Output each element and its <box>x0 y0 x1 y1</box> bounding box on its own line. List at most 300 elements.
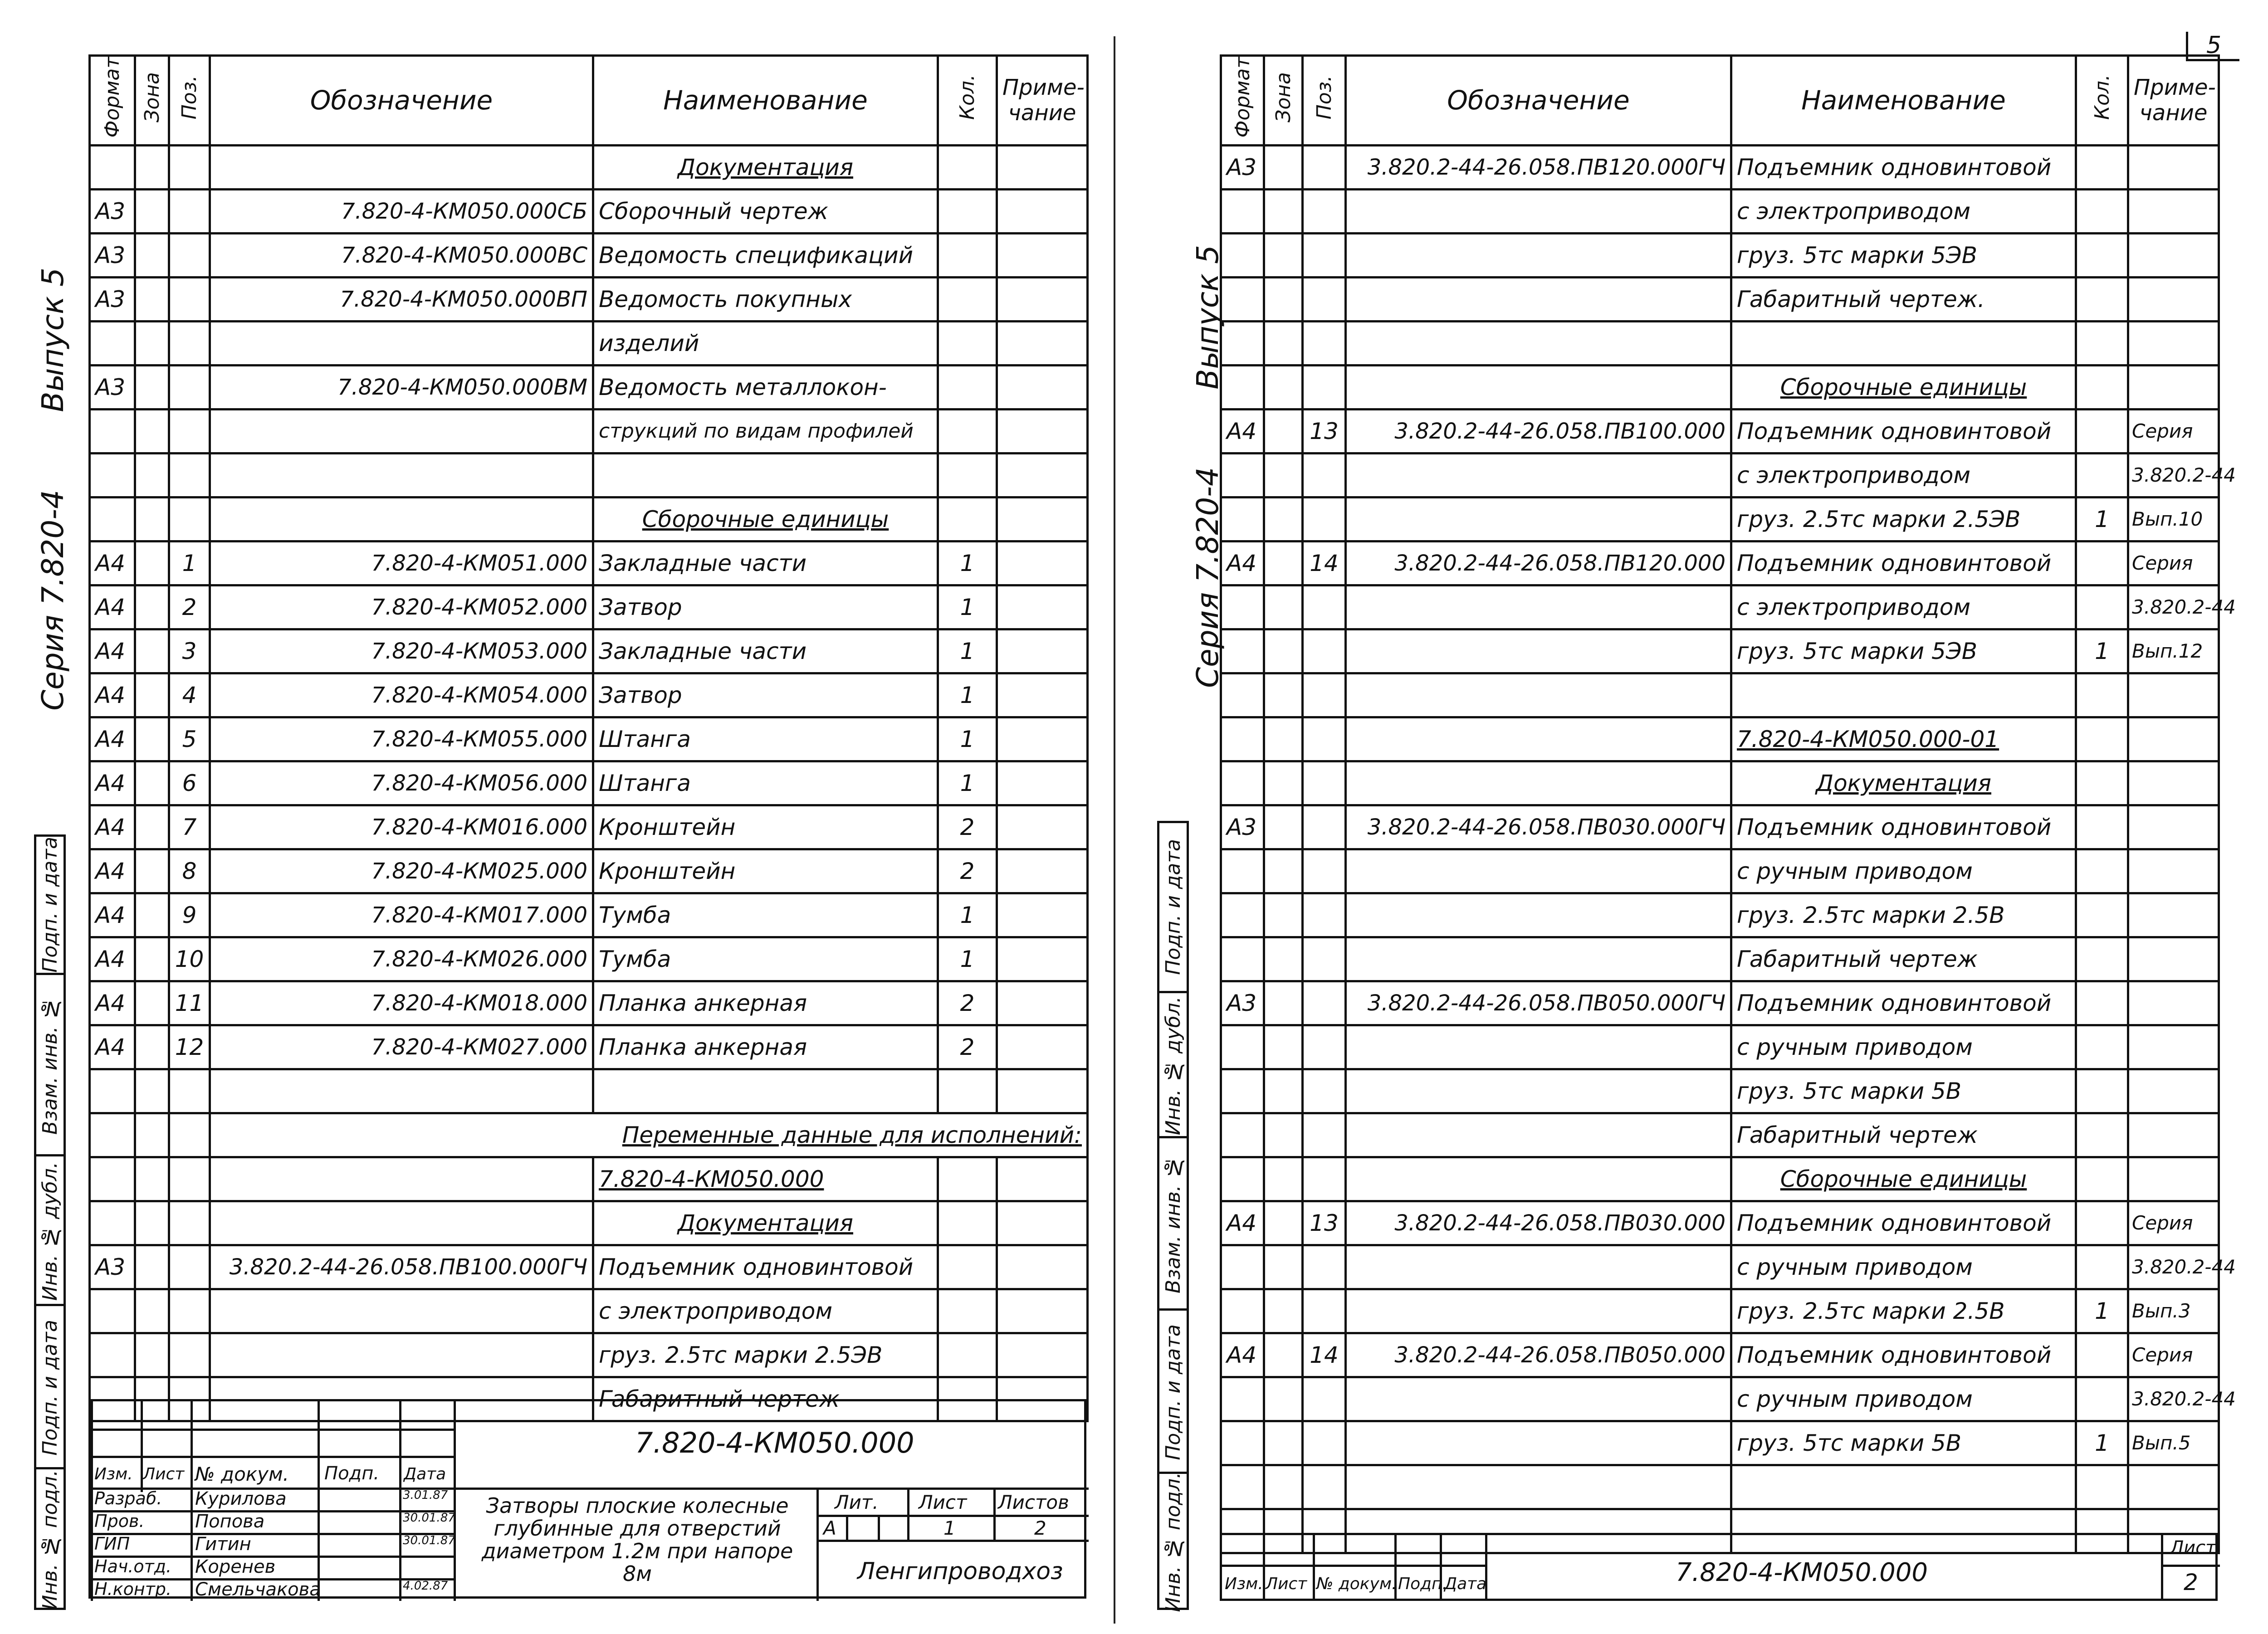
cell-qty <box>938 585 997 629</box>
cell-note <box>997 453 1088 497</box>
cell-name-text: струкций по видам профилей <box>599 419 914 443</box>
cell-format <box>1221 805 1264 849</box>
cell-format <box>1221 893 1264 937</box>
col-qty: Кол. <box>2076 56 2128 146</box>
cell-qty <box>938 1201 997 1245</box>
cell-note <box>2128 1025 2219 1069</box>
cell-designation <box>210 717 593 761</box>
cell-note <box>997 541 1088 585</box>
tb-line <box>878 1515 880 1540</box>
cell-qty <box>2076 849 2128 893</box>
cell-designation-text: 7.820-4-КМ050.000ВМ <box>337 374 587 400</box>
tb-line <box>2161 1533 2163 1601</box>
cell-qty <box>938 1157 997 1201</box>
cell-qty-text: 1 <box>960 902 975 928</box>
cell-note <box>2128 717 2219 761</box>
table-row <box>1221 1025 2219 1069</box>
cell-designation-text: 3.820.2-44-26.058.ПВ120.000ГЧ <box>1367 154 1725 180</box>
cell-designation <box>1346 1465 1731 1509</box>
col-zone: Зона <box>135 56 169 146</box>
cell-zone <box>1264 981 1303 1025</box>
cell-designation <box>1346 1333 1731 1377</box>
cell-qty <box>2076 1201 2128 1245</box>
signer-date: 30.01.87 <box>403 1534 455 1547</box>
cell-note-text: Серия <box>2132 552 2193 575</box>
cell-name-text: с ручным приводом <box>1737 1385 1973 1412</box>
cell-note <box>2128 453 2236 497</box>
cell-pos <box>169 409 210 453</box>
cell-qty <box>2076 981 2128 1025</box>
cell-name-text: с ручным приводом <box>1737 858 1973 884</box>
table-row <box>1221 233 2219 277</box>
footer-stamp <box>1220 1533 2218 1601</box>
cell-note <box>997 277 1088 321</box>
tb-line <box>454 1401 456 1601</box>
cell-format <box>90 761 135 805</box>
cell-designation-text: 7.820-4-КМ054.000 <box>371 682 587 708</box>
cell-format <box>1221 1289 1264 1333</box>
variable-data-heading: Переменные данные для исполнений: <box>622 1122 1082 1148</box>
cell-pos <box>1303 453 1346 497</box>
cell-designation <box>1346 805 1731 849</box>
cell-note <box>997 1025 1088 1069</box>
cell-name <box>593 541 938 585</box>
signer-name: Смельчакова <box>195 1579 321 1600</box>
table-row <box>90 541 1088 585</box>
table-row <box>90 1333 1088 1377</box>
cell-zone <box>135 321 169 365</box>
cell-name <box>1731 453 2076 497</box>
cell-note <box>2128 1377 2236 1421</box>
cell-note <box>2128 893 2219 937</box>
strip-cell: Инв. № дубл. <box>1159 991 1187 1138</box>
cell-zone <box>1264 1289 1303 1333</box>
cell-format <box>1221 1333 1264 1377</box>
table-row <box>1221 1421 2219 1465</box>
table-row <box>90 761 1088 805</box>
cell-name-text: с электроприводом <box>599 1297 833 1324</box>
cell-designation-text: 7.820-4-КМ055.000 <box>371 726 587 752</box>
cell-format <box>1221 1157 1264 1201</box>
cell-zone <box>1264 453 1303 497</box>
cell-zone <box>135 849 169 893</box>
cell-pos-text: 10 <box>175 946 204 972</box>
cell-pos <box>1303 277 1346 321</box>
cell-name-text: Закладные части <box>599 638 807 664</box>
cell-designation-text: 7.820-4-КМ051.000 <box>371 550 587 576</box>
cell-designation <box>1346 365 1731 409</box>
strip-cell: Подп. и дата <box>38 837 62 973</box>
table-row <box>1221 1333 2219 1377</box>
cell-name <box>593 1289 938 1333</box>
cell-format <box>90 717 135 761</box>
cell-qty <box>938 673 997 717</box>
cell-zone <box>135 497 169 541</box>
table-row <box>1221 1069 2219 1113</box>
table-row <box>90 453 1088 497</box>
cell-name-text: 7.820-4-КМ050.000-01 <box>1737 726 1999 752</box>
cell-designation <box>1346 1157 1731 1201</box>
cell-qty <box>938 1245 997 1289</box>
cell-format-text: А4 <box>95 726 126 752</box>
cell-format <box>1221 1377 1264 1421</box>
cell-format <box>90 145 135 189</box>
cell-note-text: Вып.12 <box>2132 640 2203 663</box>
cell-name <box>593 849 938 893</box>
cell-note-text: Вып.5 <box>2132 1432 2191 1454</box>
strip-cell: Инв. № подл. <box>1159 1472 1187 1610</box>
cell-note <box>997 805 1088 849</box>
signer-date: 4.02.87 <box>403 1579 448 1593</box>
cell-qty <box>2076 277 2128 321</box>
cell-qty-text: 1 <box>960 726 975 752</box>
cell-format <box>90 189 135 233</box>
cell-name-text: Кронштейн <box>599 814 736 840</box>
tb-line <box>993 1488 996 1540</box>
cell-zone <box>1264 497 1303 541</box>
cell-qty <box>938 1333 997 1377</box>
cell-note <box>2128 1069 2219 1113</box>
cell-designation <box>1346 233 1731 277</box>
cell-name <box>593 1069 938 1113</box>
cell-pos <box>1303 321 1346 365</box>
table-row <box>1221 629 2219 673</box>
cell-name <box>1731 1245 2076 1289</box>
cell-pos-text: 13 <box>1310 418 1339 444</box>
cell-zone <box>135 145 169 189</box>
cell-format <box>90 453 135 497</box>
cell-name-text: с электроприводом <box>1737 594 1971 620</box>
cell-designation-text: 7.820-4-КМ018.000 <box>371 990 587 1016</box>
right-sheet <box>1138 0 2268 1634</box>
cell-qty <box>2076 1465 2128 1509</box>
cell-pos <box>1303 189 1346 233</box>
cell-designation <box>210 585 593 629</box>
cell-name <box>1731 673 2076 717</box>
cell-name <box>593 497 938 541</box>
cell-note <box>997 585 1088 629</box>
cell-name-text: Планка анкерная <box>599 1034 807 1060</box>
cell-note <box>2128 761 2219 805</box>
cell-name-text: Документация <box>1816 770 1991 796</box>
cell-format-text: А4 <box>95 902 126 928</box>
cell-pos <box>1303 893 1346 937</box>
cell-designation <box>1346 1421 1731 1465</box>
cell-zone <box>1264 541 1303 585</box>
cell-name-text: с ручным приводом <box>1737 1034 1973 1060</box>
cell-designation <box>210 1289 593 1333</box>
cell-format <box>90 849 135 893</box>
cell-note <box>997 365 1088 409</box>
cell-name <box>1731 717 2076 761</box>
cell-pos <box>169 321 210 365</box>
lit-label: Лит. <box>835 1491 879 1513</box>
cell-format-text: А4 <box>95 682 126 708</box>
cell-zone <box>1264 189 1303 233</box>
cell-zone <box>135 1201 169 1245</box>
cell-name-text: груз. 5тс марки 5В <box>1737 1078 1962 1104</box>
cell-note <box>997 1245 1088 1289</box>
cell-name-text: с электроприводом <box>1737 462 1971 488</box>
tb-line <box>399 1401 401 1601</box>
cell-pos <box>1303 541 1346 585</box>
cell-name <box>593 321 938 365</box>
cell-note <box>2128 233 2219 277</box>
cell-variable-data-heading <box>210 1113 1088 1157</box>
cell-name <box>1731 981 2076 1025</box>
cell-name-text: Документация <box>678 1210 853 1236</box>
col-pos: Поз. <box>169 56 210 146</box>
col-data: Дата <box>1444 1575 1487 1593</box>
cell-designation <box>1346 145 1731 189</box>
cell-designation <box>210 497 593 541</box>
cell-note <box>2128 145 2219 189</box>
cell-pos <box>1303 761 1346 805</box>
cell-qty <box>938 849 997 893</box>
tb-line <box>1313 1533 1315 1601</box>
col-note: Приме- чание <box>2128 56 2219 146</box>
cell-designation <box>1346 673 1731 717</box>
cell-name <box>1731 1069 2076 1113</box>
cell-format <box>90 673 135 717</box>
cell-pos <box>169 1245 210 1289</box>
sheet-label: Лист <box>919 1491 967 1513</box>
cell-name-text: изделий <box>599 330 699 356</box>
right-spec-table <box>1220 54 2236 1554</box>
cell-designation <box>1346 1069 1731 1113</box>
cell-designation <box>210 937 593 981</box>
cell-name <box>1731 585 2076 629</box>
cell-name <box>1731 321 2076 365</box>
cell-z <box>135 1113 169 1157</box>
cell-qty <box>2076 937 2128 981</box>
cell-pos <box>169 1201 210 1245</box>
cell-format <box>1221 1025 1264 1069</box>
cell-zone <box>1264 805 1303 849</box>
table-row <box>90 805 1088 849</box>
cell-format <box>1221 321 1264 365</box>
table-row <box>90 145 1088 189</box>
cell-name-text: Ведомость спецификаций <box>599 242 914 268</box>
table-row <box>1221 453 2219 497</box>
table-row <box>90 1157 1088 1201</box>
cell-qty <box>938 1289 997 1333</box>
cell-zone <box>135 1289 169 1333</box>
cell-designation <box>1346 585 1731 629</box>
cell-format-text: А4 <box>95 990 126 1016</box>
cell-format-text: А4 <box>95 638 126 664</box>
left-side-strip <box>34 834 66 1610</box>
cell-name <box>593 233 938 277</box>
side-series-label: Серия 7.820-4 <box>35 490 70 711</box>
cell-qty-text: 1 <box>2095 638 2109 664</box>
cell-name <box>1731 277 2076 321</box>
tb-line <box>91 1401 93 1601</box>
cell-format <box>1221 409 1264 453</box>
tb-line <box>846 1515 848 1540</box>
cell-zone <box>135 189 169 233</box>
signer-role: Разраб. <box>94 1488 162 1508</box>
title-block <box>88 1399 1086 1599</box>
cell-note <box>997 1201 1088 1245</box>
cell-pos <box>1303 1333 1346 1377</box>
cell-pos <box>1303 1201 1346 1245</box>
cell-name <box>593 453 938 497</box>
cell-name-text: Кронштейн <box>599 858 736 884</box>
strip-cell: Подп. и дата <box>1161 839 1185 975</box>
cell-note <box>2128 1245 2236 1289</box>
cell-zone <box>135 453 169 497</box>
lit-value: А <box>823 1517 836 1539</box>
cell-zone <box>135 585 169 629</box>
cell-designation <box>1346 1201 1731 1245</box>
cell-note <box>997 761 1088 805</box>
signer-name: Гитин <box>195 1534 251 1555</box>
cell-pos <box>1303 849 1346 893</box>
cell-name <box>1731 541 2076 585</box>
cell-note <box>997 937 1088 981</box>
cell-name <box>1731 629 2076 673</box>
cell-qty <box>2076 1113 2128 1157</box>
cell-name-text: Габаритный чертеж <box>1737 1122 1978 1148</box>
cell-qty <box>938 189 997 233</box>
cell-name-text: груз. 5тс марки 5ЭВ <box>1737 242 1978 268</box>
cell-name-text: Габаритный чертеж. <box>1737 286 1985 312</box>
cell-name <box>593 805 938 849</box>
cell-designation <box>1346 1289 1731 1333</box>
tb-line <box>2161 1565 2220 1567</box>
cell-designation-text: 7.820-4-КМ026.000 <box>371 946 587 972</box>
cell-pos <box>169 673 210 717</box>
cell-designation-text: 3.820.2-44-26.058.ПВ100.000 <box>1394 418 1725 444</box>
cell-zone <box>135 673 169 717</box>
table-row <box>90 937 1088 981</box>
cell-pos <box>1303 717 1346 761</box>
cell-zone <box>1264 1333 1303 1377</box>
cell-qty <box>2076 1289 2128 1333</box>
cell-zone <box>135 541 169 585</box>
cell-note-text: 3.820.2-44 <box>2132 1256 2236 1278</box>
cell-name <box>1731 1421 2076 1465</box>
cell-note <box>2128 1201 2219 1245</box>
cell-zone <box>1264 585 1303 629</box>
cell-qty <box>2076 805 2128 849</box>
strip-cell: Взам. инв. № <box>1159 1136 1187 1311</box>
cell-qty <box>938 981 997 1025</box>
cell-pos <box>169 277 210 321</box>
cell-qty-text: 1 <box>960 946 975 972</box>
cell-name-text: Ведомость покупных <box>599 286 852 312</box>
cell-qty <box>938 365 997 409</box>
cell-zone <box>1264 365 1303 409</box>
cell-designation-text: 3.820.2-44-26.058.ПВ120.000 <box>1394 550 1725 576</box>
cell-zone <box>1264 717 1303 761</box>
cell-format <box>90 1025 135 1069</box>
table-header <box>1221 56 2219 146</box>
cell-pos-text: 13 <box>1310 1210 1339 1236</box>
cell-pos <box>169 189 210 233</box>
cell-pos <box>169 849 210 893</box>
cell-qty <box>2076 717 2128 761</box>
signer-role: Н.контр. <box>94 1579 172 1599</box>
cell-designation-text: 3.820.2-44-26.058.ПВ100.000ГЧ <box>229 1254 587 1280</box>
cell-designation <box>210 893 593 937</box>
side-series-label: Серия 7.820-4 <box>1190 467 1225 688</box>
cell-pos <box>1303 673 1346 717</box>
cell-pos <box>1303 937 1346 981</box>
cell-name-text: груз. 5тс марки 5В <box>1737 1429 1962 1456</box>
cell-name <box>593 365 938 409</box>
tb-line <box>907 1488 909 1540</box>
cell-format <box>1221 761 1264 805</box>
cell-pos <box>169 717 210 761</box>
cell-qty-text: 1 <box>2095 506 2109 532</box>
table-row <box>90 673 1088 717</box>
cell-zone <box>1264 1465 1303 1509</box>
cell-qty-text: 2 <box>960 1034 975 1060</box>
cell-name-text: с электроприводом <box>1737 198 1971 224</box>
cell-qty <box>2076 145 2128 189</box>
tb-line <box>91 1429 454 1431</box>
tb-line <box>1222 1565 1485 1567</box>
cell-name <box>593 409 938 453</box>
cell-pos <box>1303 805 1346 849</box>
cell-pos <box>169 233 210 277</box>
cell-pos <box>169 1025 210 1069</box>
cell-qty <box>938 1025 997 1069</box>
cell-zone <box>1264 893 1303 937</box>
table-row <box>90 497 1088 541</box>
cell-format <box>1221 1465 1264 1509</box>
cell-designation-text: 7.820-4-КМ016.000 <box>371 814 587 840</box>
cell-designation <box>210 1245 593 1289</box>
cell-name <box>1731 1113 2076 1157</box>
cell-qty <box>938 233 997 277</box>
cell-designation <box>1346 1377 1731 1421</box>
cell-note <box>2128 585 2236 629</box>
cell-qty <box>938 497 997 541</box>
table-row <box>1221 365 2219 409</box>
table-row <box>1221 1113 2219 1157</box>
strip-cell: Подп. и дата <box>1159 1308 1187 1474</box>
cell-qty-text: 2 <box>960 814 975 840</box>
cell-qty <box>2076 541 2128 585</box>
cell-format <box>1221 277 1264 321</box>
cell-format <box>90 893 135 937</box>
cell-name-text: Подъемник одновинтовой <box>1737 814 2052 840</box>
cell-designation-text: 3.820.2-44-26.058.ПВ050.000 <box>1394 1342 1725 1368</box>
cell-note-text: Серия <box>2132 1212 2193 1234</box>
cell-f <box>90 1113 135 1157</box>
cell-note <box>997 673 1088 717</box>
cell-qty <box>938 277 997 321</box>
cell-pos <box>169 629 210 673</box>
table-row <box>1221 585 2219 629</box>
cell-note <box>2128 1289 2219 1333</box>
cell-note <box>2128 1333 2219 1377</box>
cell-name <box>1731 1201 2076 1245</box>
tb-line <box>816 1488 819 1601</box>
cell-name <box>593 1201 938 1245</box>
cell-qty <box>938 717 997 761</box>
signer-date: 3.01.87 <box>403 1488 448 1502</box>
cell-pos <box>169 1289 210 1333</box>
cell-name-text: груз. 2.5тс марки 2.5В <box>1737 1297 2005 1324</box>
cell-p <box>169 1113 210 1157</box>
cell-qty <box>2076 673 2128 717</box>
cell-designation <box>210 673 593 717</box>
cell-designation <box>1346 321 1731 365</box>
